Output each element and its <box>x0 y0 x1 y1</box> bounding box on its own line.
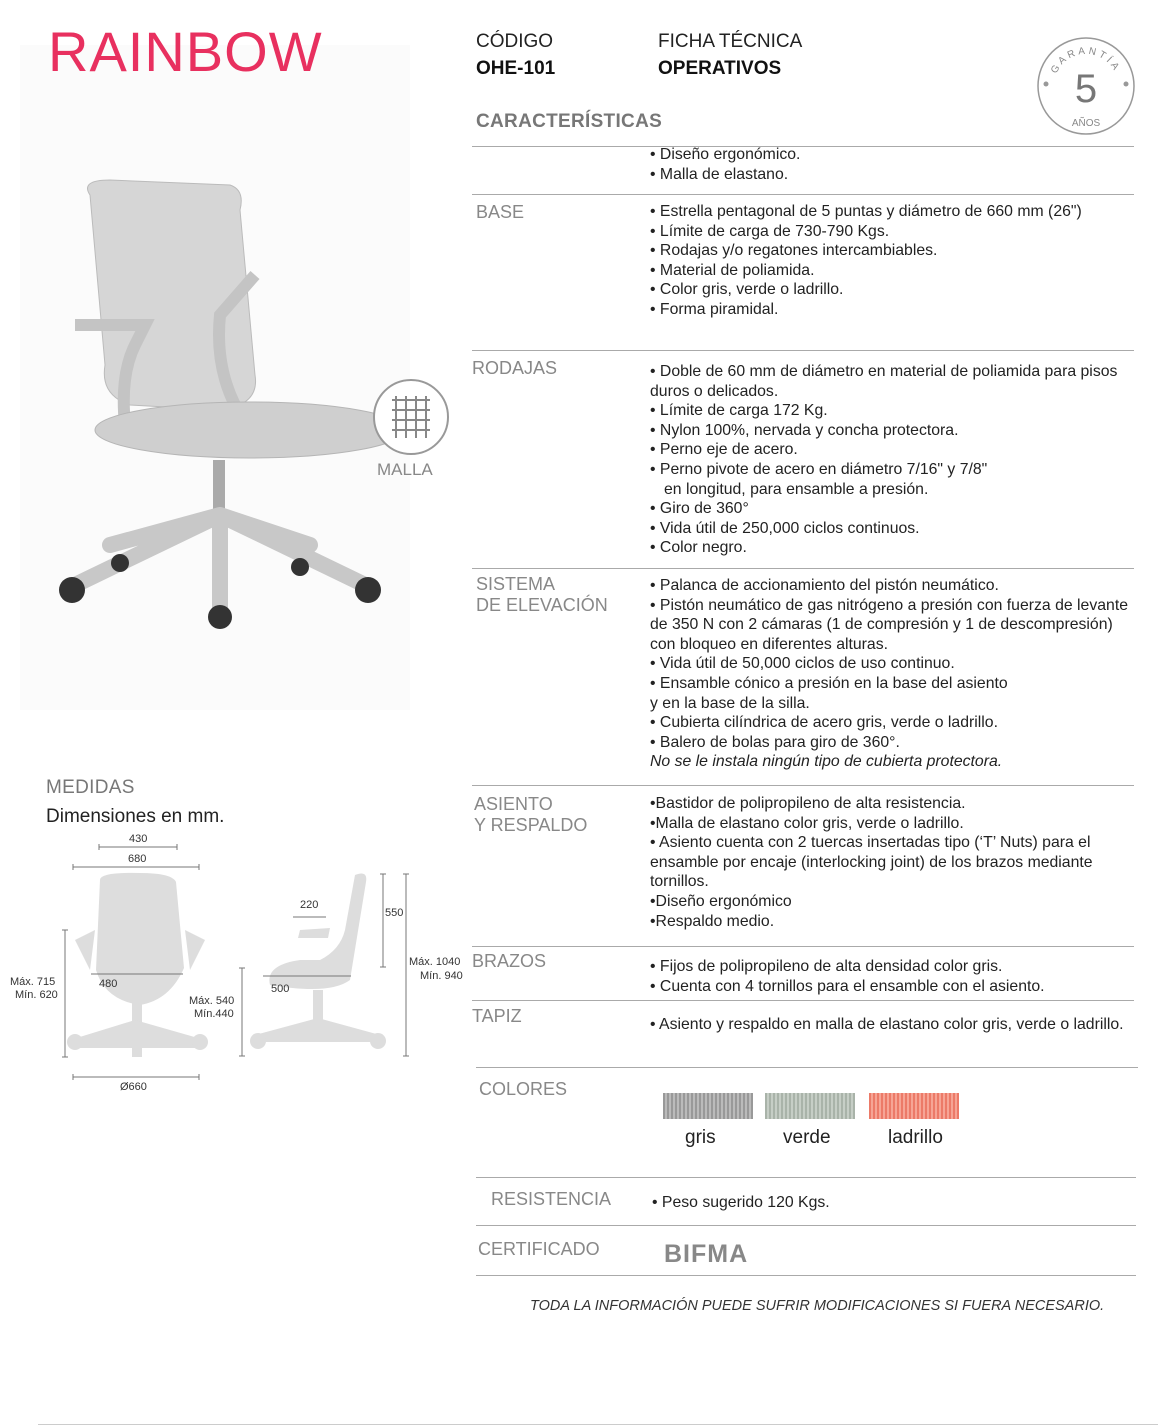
swatch-ladrillo[interactable] <box>869 1093 959 1119</box>
spec-line: • Ensamble cónico a presión en la base del asiento <box>650 674 1008 692</box>
spec-line: •Diseño ergonómico <box>650 892 792 910</box>
mesh-icon <box>372 378 452 458</box>
row-content <box>650 1015 1132 1035</box>
dim-680: 680 <box>128 853 147 865</box>
bifma-logo: BIFMA <box>664 1240 749 1268</box>
product-photo <box>20 45 410 710</box>
page-divider <box>38 1424 1158 1425</box>
colors-label: COLORES <box>479 1079 568 1099</box>
dim-h715: Máx. 715 <box>10 976 56 988</box>
resistance-label: RESISTENCIA <box>491 1189 612 1209</box>
spec-line: en longitud, para ensamble a presión. <box>664 480 929 498</box>
row-content <box>650 202 1132 320</box>
dim-220: 220 <box>300 899 319 911</box>
intro-item: • Malla de elastano. <box>650 165 789 183</box>
row-label: SISTEMA DE ELEVACIÓN <box>476 574 608 615</box>
code-label: CÓDIGO <box>476 31 554 52</box>
spec-line: • Vida útil de 50,000 ciclos de uso continuo. <box>650 655 955 673</box>
dim-s440: Mín.440 <box>194 1008 234 1020</box>
dim-500: 500 <box>271 983 290 995</box>
spec-line: • Perno eje de acero. <box>650 441 798 459</box>
spec-line: • Fijos de polipropileno de alta densidad color gris. <box>650 958 1003 975</box>
spec-line: • Cuenta con 4 tornillos para el ensamble con el asiento. <box>650 977 1045 995</box>
warranty-number: 5 <box>1074 67 1098 111</box>
color-name: gris <box>685 1127 716 1148</box>
spec-line: • Color gris, verde o ladrillo. <box>650 281 844 299</box>
row-content <box>650 957 1132 996</box>
spec-line: • Vida útil de 250,000 ciclos continuos. <box>650 519 920 537</box>
spec-line: • Cubierta cilíndrica de acero gris, verde o ladrillo. <box>650 714 998 732</box>
warranty-top: GARANTÍA <box>1048 45 1123 76</box>
row-content <box>650 576 1132 772</box>
dim-s540: Máx. 540 <box>189 995 235 1007</box>
row-divider <box>472 946 1134 947</box>
chair-image <box>20 45 410 710</box>
row-divider <box>472 194 1134 195</box>
spec-line: • Forma piramidal. <box>650 300 779 318</box>
spec-line: • Color negro. <box>650 539 747 557</box>
intro-list <box>650 145 800 184</box>
dim-t1040: Máx. 1040 <box>409 956 461 968</box>
dim-550: 550 <box>385 907 404 919</box>
certified-label: CERTIFICADO <box>478 1239 600 1259</box>
row-label: BRAZOS <box>472 951 547 971</box>
dim-t940: Mín. 940 <box>420 970 463 982</box>
spec-line: •Malla de elastano color gris, verde o ladrillo. <box>650 814 964 832</box>
resistance-text: • Peso sugerido 120 Kgs. <box>652 1194 830 1211</box>
spec-line: • Doble de 60 mm de diámetro en material de poliamida para pisos duros o delicados. <box>650 363 1118 400</box>
row-content <box>650 362 1132 558</box>
row-label: TAPIZ <box>472 1006 522 1026</box>
row-content <box>650 794 1132 931</box>
product-title: RAINBOW <box>48 20 323 83</box>
dim-480: 480 <box>99 978 118 990</box>
spec-line: • Pistón neumático de gas nitrógeno a presión con fuerza de levante de 350 N con 2 cámaras (1 de compresión y 1 de descompresión) con bloqueo en diferentes alturas. <box>650 596 1128 653</box>
measures-title: MEDIDAS <box>46 777 135 798</box>
row-divider <box>472 568 1134 569</box>
spec-line: • Rodajas y/o regatones intercambiables. <box>650 242 938 260</box>
spec-line: • Asiento cuenta con 2 tuercas insertadas tipo (‘T’ Nuts) para el ensamble por encaje (interlocking joint) de los brazos mediante tornillos. <box>650 834 1093 891</box>
dim-h620: Mín. 620 <box>15 989 58 1001</box>
spec-line: • Perno pivote de acero en diámetro 7/16" y 7/8" <box>650 460 988 478</box>
row-divider <box>472 1000 1134 1001</box>
spec-line: • Asiento y respaldo en malla de elastano color gris, verde o ladrillo. <box>650 1016 1124 1033</box>
mesh-label: MALLA <box>377 460 433 479</box>
spec-line: • Material de poliamida. <box>650 261 815 279</box>
footer-note: TODA LA INFORMACIÓN PUEDE SUFRIR MODIFICACIONES SI FUERA NECESARIO. <box>530 1298 1105 1314</box>
spec-line: • Palanca de accionamiento del pistón neumático. <box>650 577 999 594</box>
swatch-verde[interactable] <box>765 1093 855 1119</box>
spec-line: • Límite de carga de 730-790 Kgs. <box>650 222 890 240</box>
dimensions-diagram <box>0 820 470 1100</box>
spec-note: No se le instala ningún tipo de cubierta protectora. <box>650 753 1003 771</box>
color-name: verde <box>783 1127 831 1148</box>
row-label: RODAJAS <box>472 358 558 378</box>
row-divider <box>472 350 1134 351</box>
spec-line: • Balero de bolas para giro de 360°. <box>650 733 900 751</box>
measures-subtitle: Dimensiones en mm. <box>46 806 225 827</box>
color-name: ladrillo <box>888 1127 943 1148</box>
code-value: OHE-101 <box>476 58 556 79</box>
sheet-label: FICHA TÉCNICA <box>658 31 803 52</box>
spec-line: •Bastidor de polipropileno de alta resistencia. <box>650 795 966 812</box>
features-title: CARACTERÍSTICAS <box>476 111 663 132</box>
row-label: ASIENTO Y RESPALDO <box>474 794 588 835</box>
dim-660: Ø660 <box>120 1081 147 1093</box>
spec-line: • Giro de 360° <box>650 500 749 518</box>
warranty-seal <box>1036 36 1136 136</box>
row-label: BASE <box>476 202 525 222</box>
row-divider <box>472 785 1134 786</box>
spec-line: • Límite de carga 172 Kg. <box>650 402 828 420</box>
swatch-gris[interactable] <box>663 1093 753 1119</box>
warranty-bottom: AÑOS <box>1071 118 1101 129</box>
spec-line: y en la base de la silla. <box>650 694 810 712</box>
dim-430: 430 <box>129 833 148 845</box>
spec-line: • Estrella pentagonal de 5 puntas y diámetro de 660 mm (26") <box>650 203 1082 220</box>
sheet-value: OPERATIVOS <box>658 58 782 79</box>
intro-item: • Diseño ergonómico. <box>650 146 801 163</box>
spec-line: • Nylon 100%, nervada y concha protectora. <box>650 421 959 439</box>
spec-line: •Respaldo medio. <box>650 912 775 930</box>
